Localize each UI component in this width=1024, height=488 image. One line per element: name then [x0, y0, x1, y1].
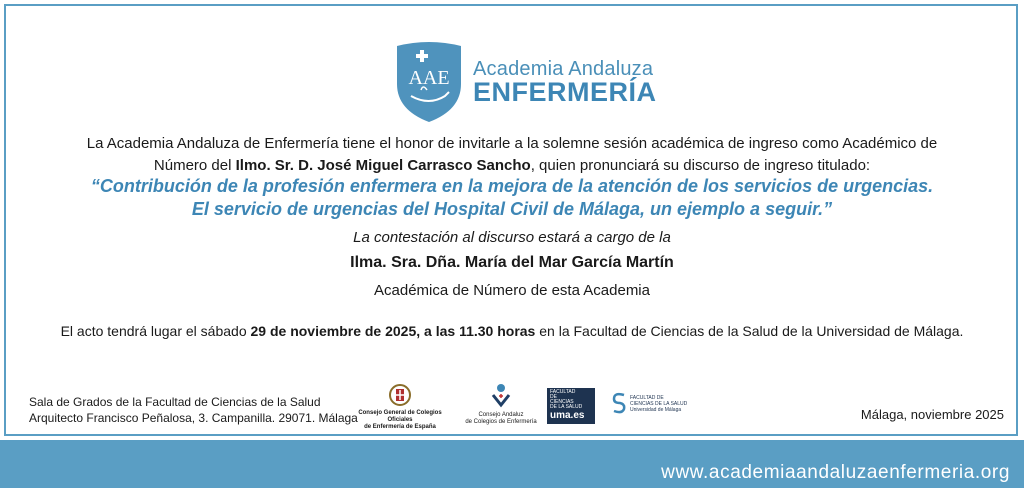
venue-address — [29, 394, 358, 426]
invitation-line-1: La Academia Andaluza de Enfermería tiene el honor de invitarle a la solemne sesión académica de ingreso como Académico de — [86, 135, 938, 152]
uma-line-3: CIENCIAS — [550, 399, 574, 405]
speaker-name: Ilmo. Sr. D. José Miguel Carrasco Sancho — [235, 157, 531, 174]
intro-pre: Número del — [153, 157, 236, 174]
event-post: en la Facultad de Ciencias de la Salud de la Universidad de Málaga. — [535, 323, 964, 339]
shield-logo-icon — [393, 40, 465, 124]
speech-title-line-1: “Contribución de la profesión enfermera en la mejora de la atención de los servicios de urgencias. — [90, 176, 934, 196]
website-link[interactable]: www.academiaandaluzaenfermeria.org — [661, 462, 1010, 483]
uma-line-4: DE LA SALUD — [550, 404, 583, 410]
nurse-figure-icon — [489, 383, 513, 409]
uma-line-2: DE — [550, 394, 557, 400]
invitation-text — [60, 133, 964, 177]
crest-icon — [388, 383, 412, 407]
caae-line-1: Consejo Andaluz — [478, 412, 524, 418]
uma-line-1: FACULTAD — [550, 389, 576, 395]
logo-monogram: AAE — [408, 67, 450, 89]
fcs-line-1: FACULTAD DE — [630, 395, 664, 401]
cgcoe-logo — [345, 383, 455, 431]
brand-name-bottom: ENFERMERÍA — [473, 77, 657, 107]
invitation-line-2 — [60, 155, 964, 177]
event-date: 29 de noviembre de 2025 — [250, 323, 417, 339]
academy-logo — [393, 40, 657, 126]
cgcoe-line-1: Consejo General de Colegios Oficiales — [358, 410, 442, 423]
footer-bar — [0, 440, 1024, 488]
uma-logo — [547, 388, 595, 424]
fcs-line-2: CIENCIAS DE LA SALUD — [630, 401, 688, 407]
intro-post: , quien pronunciará su discurso de ingreso titulado: — [530, 157, 871, 174]
venue-line-2: Arquitecto Francisco Peñalosa, 3. Campanilla. 29071. Málaga — [29, 411, 358, 425]
dateline: Málaga, noviembre 2025 — [860, 407, 1004, 422]
venue-line-1: Sala de Grados de la Facultad de Ciencias de la Salud — [29, 395, 321, 409]
brand-name-top: Academia Andaluza — [473, 58, 654, 80]
cgcoe-line-2: de Enfermería de España — [364, 424, 436, 430]
responder-role: Académica de Número de esta Academia — [374, 282, 650, 299]
caae-logo — [460, 383, 542, 426]
event-details — [40, 323, 984, 339]
uma-brand: uma.es — [550, 410, 585, 421]
fcs-logo — [610, 392, 700, 418]
responder-name: Ilma. Sra. Dña. María del Mar García Martín — [350, 254, 674, 271]
fcs-symbol-icon — [610, 392, 628, 414]
speech-title-line-2: El servicio de urgencias del Hospital Civil de Málaga, un ejemplo a seguir.” — [191, 199, 833, 219]
event-time: , a las 11.30 horas — [416, 323, 536, 339]
fcs-line-3: Universidad de Málaga — [630, 407, 682, 413]
event-pre: El acto tendrá lugar el sábado — [60, 323, 251, 339]
reply-text: La contestación al discurso estará a cargo de la — [353, 229, 671, 246]
speech-title — [60, 175, 964, 221]
caae-line-2: de Colegios de Enfermería — [465, 419, 537, 425]
